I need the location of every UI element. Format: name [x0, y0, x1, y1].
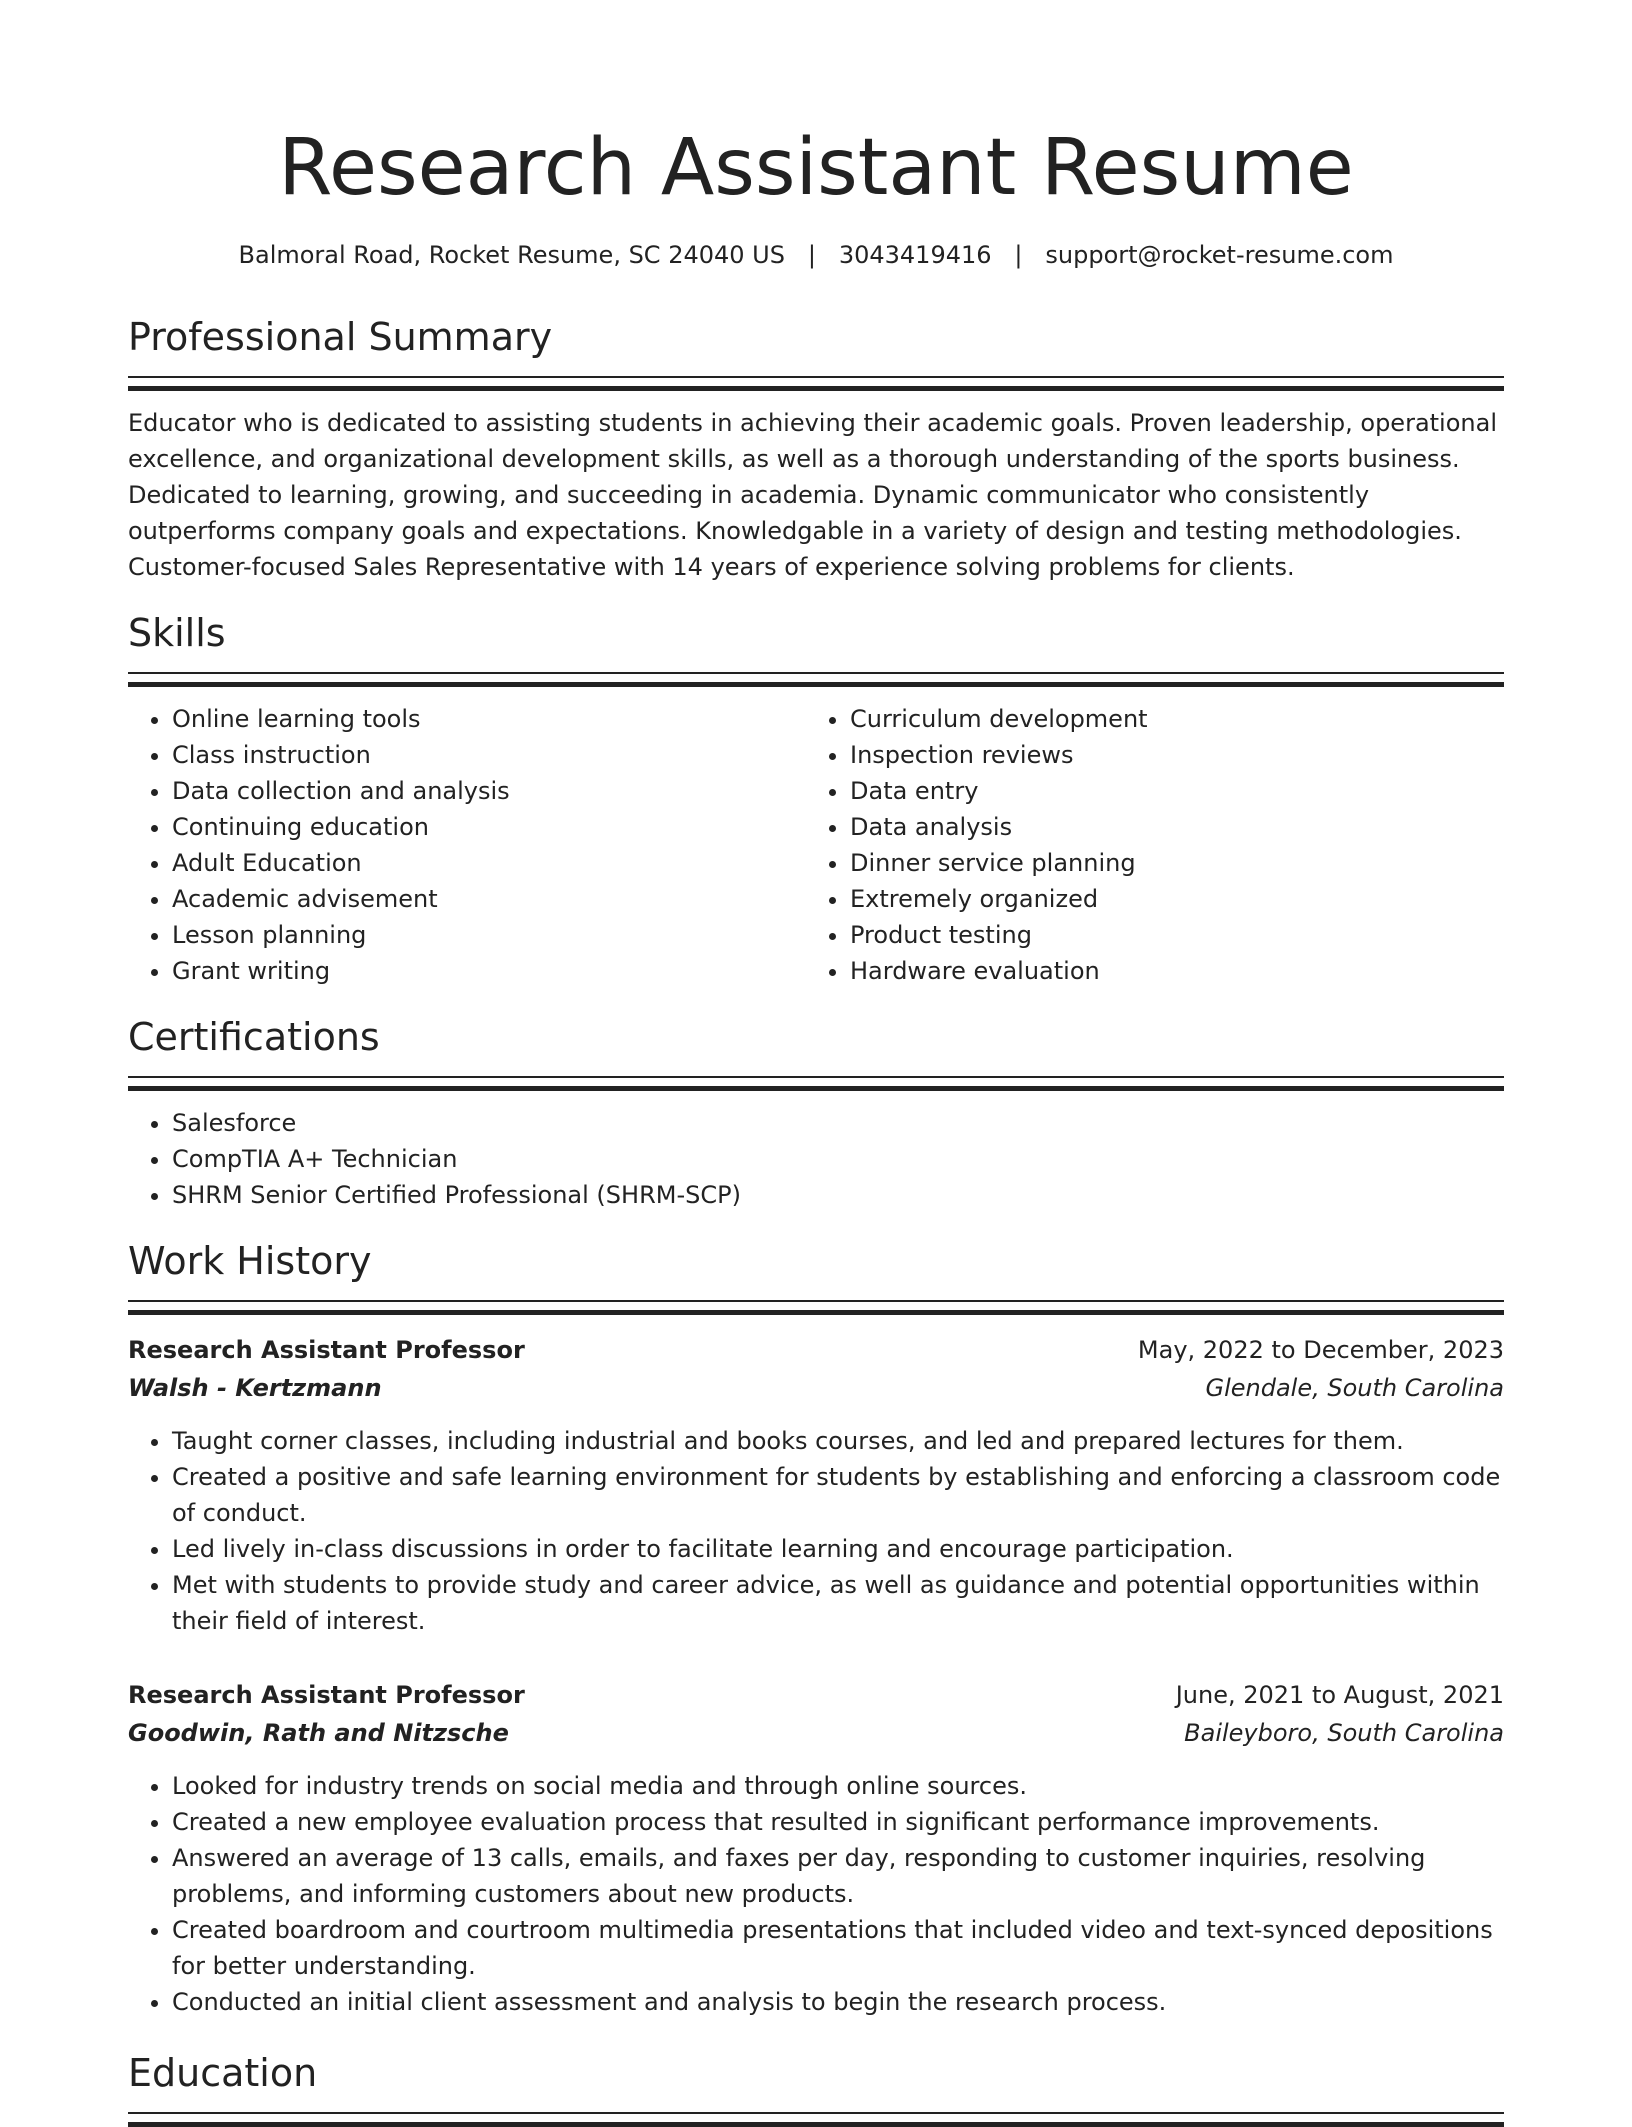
job-duty: • Created a positive and safe learning environment for students by establishing and enforcing a classroom code of conduct.: [172, 1459, 1504, 1531]
job-duties-list: [128, 1423, 1504, 1639]
skill-item: • Adult Education: [172, 845, 806, 881]
certifications-heading: Certifications: [128, 1015, 380, 1059]
job-duty: • Looked for industry trends on social media and through online sources.: [172, 1768, 1504, 1804]
section-divider: [128, 376, 1504, 391]
job-duty: • Led lively in-class discussions in order to facilitate learning and encourage participation.: [172, 1531, 1504, 1567]
summary-text: Educator who is dedicated to assisting students in achieving their academic goals. Proven leadership, operational excellence, and organizational development skills, as well as a thorough understanding of the sports business. Dedicated to learning, growing, and succeeding in academia. Dynamic communicator who consistently outperforms company goals and expectations. Knowledgable in a variety of design and testing methodologies. Customer-focused Sales Representative with 14 years of experience solving problems for clients.: [128, 409, 1497, 581]
job-duties-list: [128, 1768, 1504, 2020]
job-company: Walsh - Kertzmann: [128, 1374, 382, 1402]
skill-item: • Extremely organized: [850, 881, 1484, 917]
skill-item: • Grant writing: [172, 953, 806, 989]
skill-item: • Data entry: [850, 773, 1484, 809]
summary-heading: Professional Summary: [128, 315, 553, 359]
job-dates: May, 2022 to December, 2023: [1137, 1336, 1504, 1364]
job-dates: June, 2021 to August, 2021: [1175, 1681, 1504, 1709]
work-history-section: [128, 1236, 1504, 1315]
job-company: Goodwin, Rath and Nitzsche: [128, 1719, 509, 1747]
section-divider: [128, 1076, 1504, 1091]
section-divider: [128, 1300, 1504, 1315]
job-title: Research Assistant Professor: [128, 1681, 525, 1709]
skills-grid: [128, 701, 1504, 989]
job-location: Glendale, South Carolina: [1205, 1374, 1504, 1402]
skill-item: • Dinner service planning: [850, 845, 1484, 881]
job-duty: • Created a new employee evaluation process that resulted in significant performance improvements.: [172, 1804, 1504, 1840]
skill-item: • Academic advisement: [172, 881, 806, 917]
contact-line: Balmoral Road, Rocket Resume, SC 24040 US | 3043419416 | support@rocket-resume.com: [238, 241, 1394, 269]
skills-list-right: [806, 701, 1484, 989]
education-heading: Education: [128, 2051, 318, 2095]
skill-item: • Data collection and analysis: [172, 773, 806, 809]
skill-item: • Hardware evaluation: [850, 953, 1484, 989]
skill-item: • Class instruction: [172, 737, 806, 773]
summary-section: [128, 312, 1504, 585]
section-divider: [128, 672, 1504, 687]
skill-item: • Lesson planning: [172, 917, 806, 953]
skills-section: [128, 608, 1504, 989]
job-header-row: [128, 1331, 1504, 1369]
job-duty: • Conducted an initial client assessment and analysis to begin the research process.: [172, 1984, 1504, 2020]
skill-item: • Product testing: [850, 917, 1484, 953]
job-entry: [128, 1676, 1504, 2020]
skills-heading: Skills: [128, 611, 226, 655]
skill-item: • Curriculum development: [850, 701, 1484, 737]
job-duty: • Taught corner classes, including industrial and books courses, and led and prepared lectures for them.: [172, 1423, 1504, 1459]
job-duty: • Met with students to provide study and career advice, as well as guidance and potential opportunities within their field of interest.: [172, 1567, 1504, 1639]
skill-item: • Continuing education: [172, 809, 806, 845]
job-duty: • Answered an average of 13 calls, emails, and faxes per day, responding to customer inquiries, resolving problems, and informing customers about new products.: [172, 1840, 1504, 1912]
work-history-heading: Work History: [128, 1239, 372, 1283]
skill-item: • Online learning tools: [172, 701, 806, 737]
certification-item: • CompTIA A+ Technician: [172, 1141, 1504, 1177]
job-entry: [128, 1331, 1504, 1639]
resume-title: Research Assistant Resume: [278, 123, 1354, 213]
job-duty: • Created boardroom and courtroom multimedia presentations that included video and text-synced depositions for better understanding.: [172, 1912, 1504, 1984]
certification-item: • Salesforce: [172, 1105, 1504, 1141]
skills-list-left: [128, 701, 806, 989]
job-title: Research Assistant Professor: [128, 1336, 525, 1364]
certifications-list: [128, 1105, 1504, 1213]
education-section: [128, 2048, 1504, 2127]
section-divider: [128, 2112, 1504, 2127]
certification-item: • SHRM Senior Certified Professional (SHRM-SCP): [172, 1177, 1504, 1213]
skill-item: • Data analysis: [850, 809, 1484, 845]
job-header-row: [128, 1676, 1504, 1714]
job-subheader-row: [128, 1369, 1504, 1407]
job-location: Baileyboro, South Carolina: [1184, 1719, 1504, 1747]
job-subheader-row: [128, 1714, 1504, 1752]
skill-item: • Inspection reviews: [850, 737, 1484, 773]
certifications-section: [128, 1012, 1504, 1213]
